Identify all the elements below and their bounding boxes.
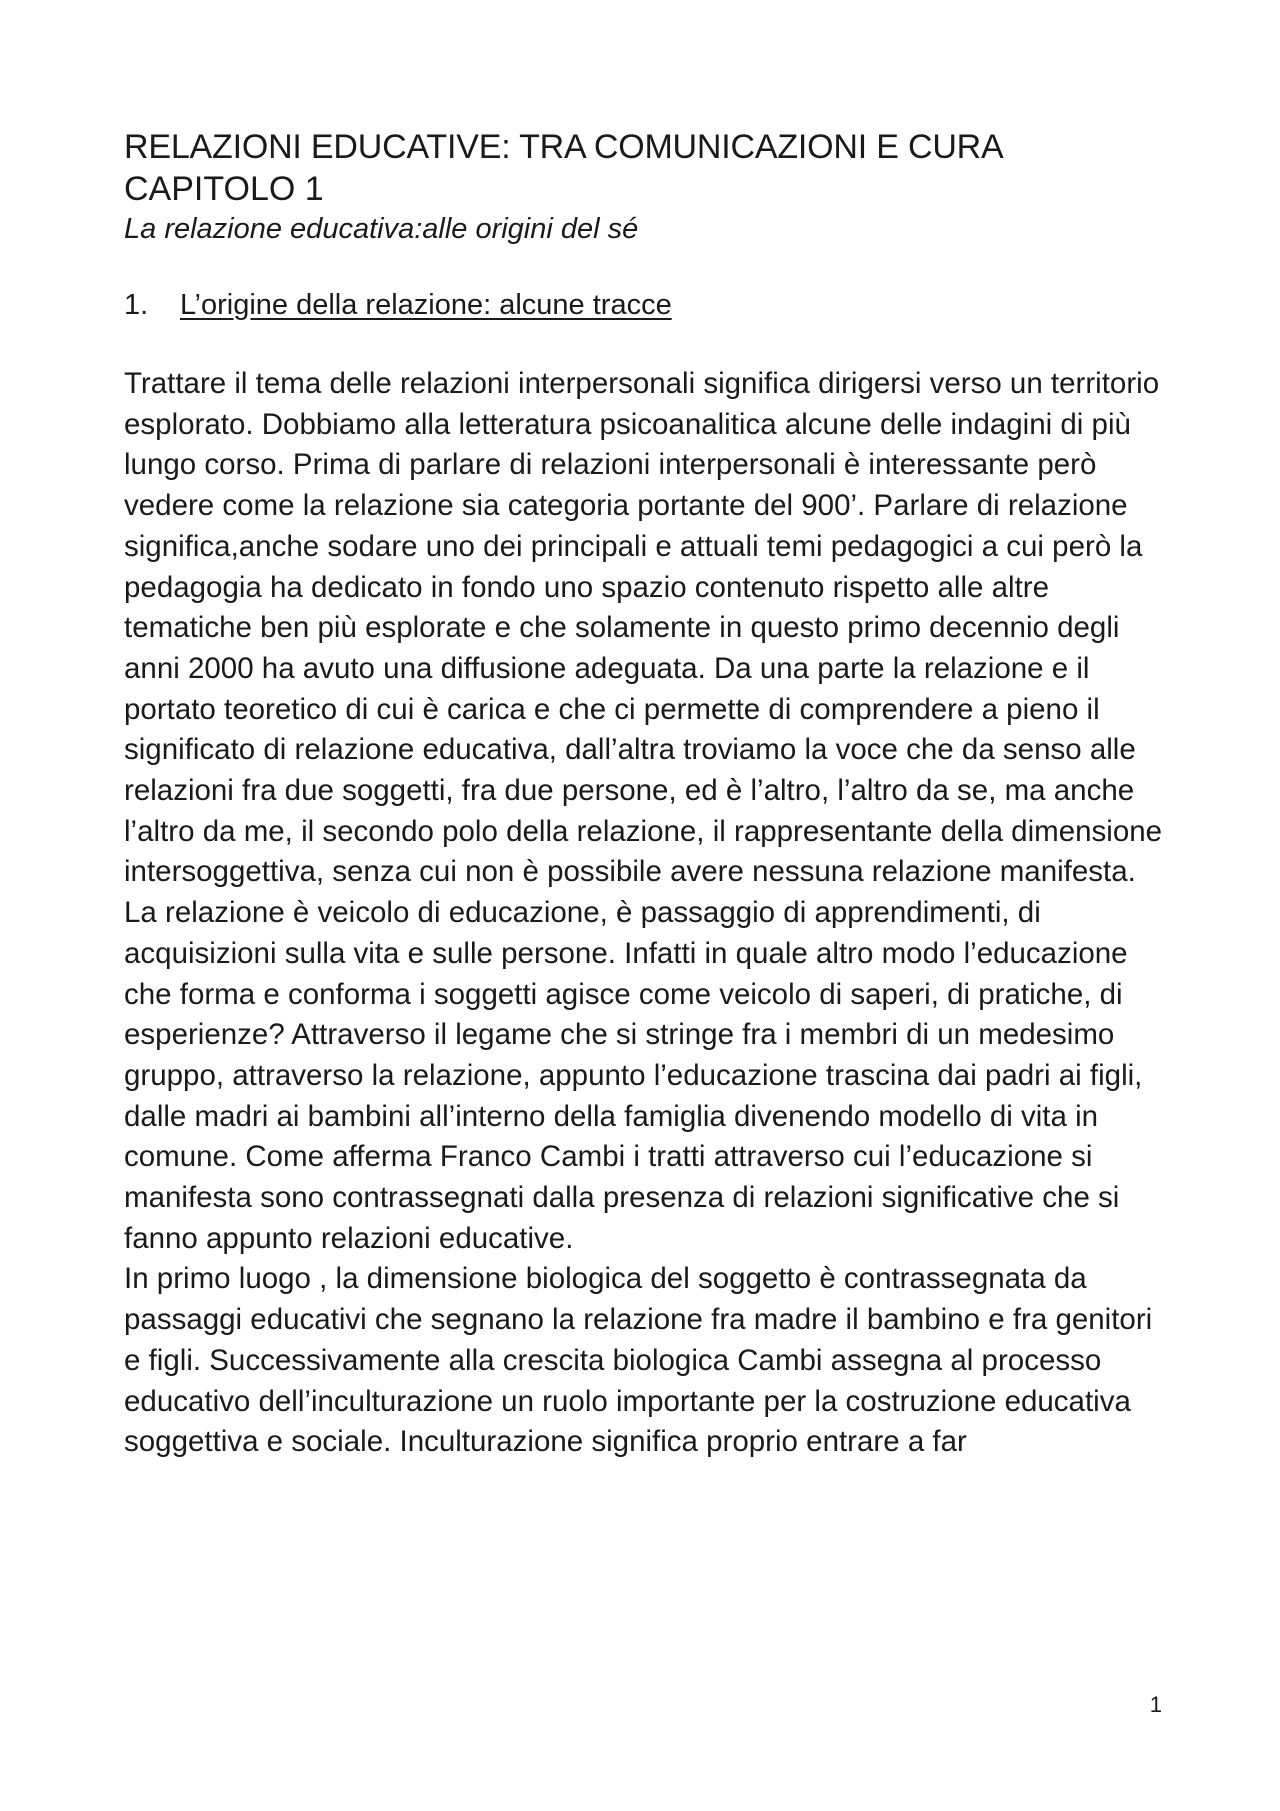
paragraph: La relazione è veicolo di educazione, è passaggio di apprendimenti, di acquisizioni sulla vita e sulle persone. Infatti in quale altro modo l’educazione che forma e conforma i soggetti agisce come veicolo di saperi, di pratiche, di esperienze? Attraverso il legame che si stringe fra i membri di un medesimo gruppo, attraverso la relazione, appunto l’educazione trascina dai padri ai figli, dalle madri ai bambini all’interno della famiglia divenendo modello di vita in comune. Come afferma Franco Cambi i tratti attraverso cui l’educazione si manifesta sono contrassegnati dalla presenza di relazioni significative che si fanno appunto relazioni educative. (124, 896, 1143, 1255)
chapter-heading: CAPITOLO 1 (124, 170, 324, 208)
document-title: RELAZIONI EDUCATIVE: TRA COMUNICAZIONI E CURA (124, 128, 1004, 166)
section-number: 1. (124, 289, 149, 321)
chapter-subtitle: La relazione educativa:alle origini del sé (124, 213, 639, 245)
paragraph: In primo luogo , la dimensione biologica del soggetto è contrassegnata da passaggi educativi che segnano la relazione fra madre il bambino e fra genitori e figli. Successivamente alla crescita biologica Cambi assegna al processo educativo dell’inculturazione un ruolo importante per la costruzione educativa soggettiva e sociale. Inculturazione significa proprio entrare a far (124, 1262, 1153, 1459)
section-title: L’origine della relazione: alcune tracce (180, 289, 672, 321)
page-number: 1 (1149, 1692, 1162, 1717)
page-content (124, 126, 1174, 1463)
paragraph: Trattare il tema delle relazioni interpersonali significa dirigersi verso un territorio esplorato. Dobbiamo alla letteratura psicoanalitica alcune delle indagini di più lungo corso. Prima di parlare di relazioni interpersonali è interessante però vedere come la relazione sia categoria portante del 900’. Parlare di relazione significa,anche sodare uno dei principali e attuali temi pedagogici a cui però la pedagogia ha dedicato in fondo uno spazio contenuto rispetto alle altre tematiche ben più esplorate e che solamente in questo primo decennio degli anni 2000 ha avuto una diffusione adeguata. Da una parte la relazione e il portato teoretico di cui è carica e che ci permette di comprendere a pieno il significato di relazione educativa, dall’altra troviamo la voce che da senso alle relazioni fra due soggetti, fra due persone, ed è l’altro, l’altro da se, ma anche l’altro da me, il secondo polo della relazione, il rappresentante della dimensione intersoggettiva, senza cui non è possibile avere nessuna relazione manifesta. (124, 367, 1163, 889)
section-heading (124, 286, 1174, 324)
body-text (124, 364, 1174, 1463)
